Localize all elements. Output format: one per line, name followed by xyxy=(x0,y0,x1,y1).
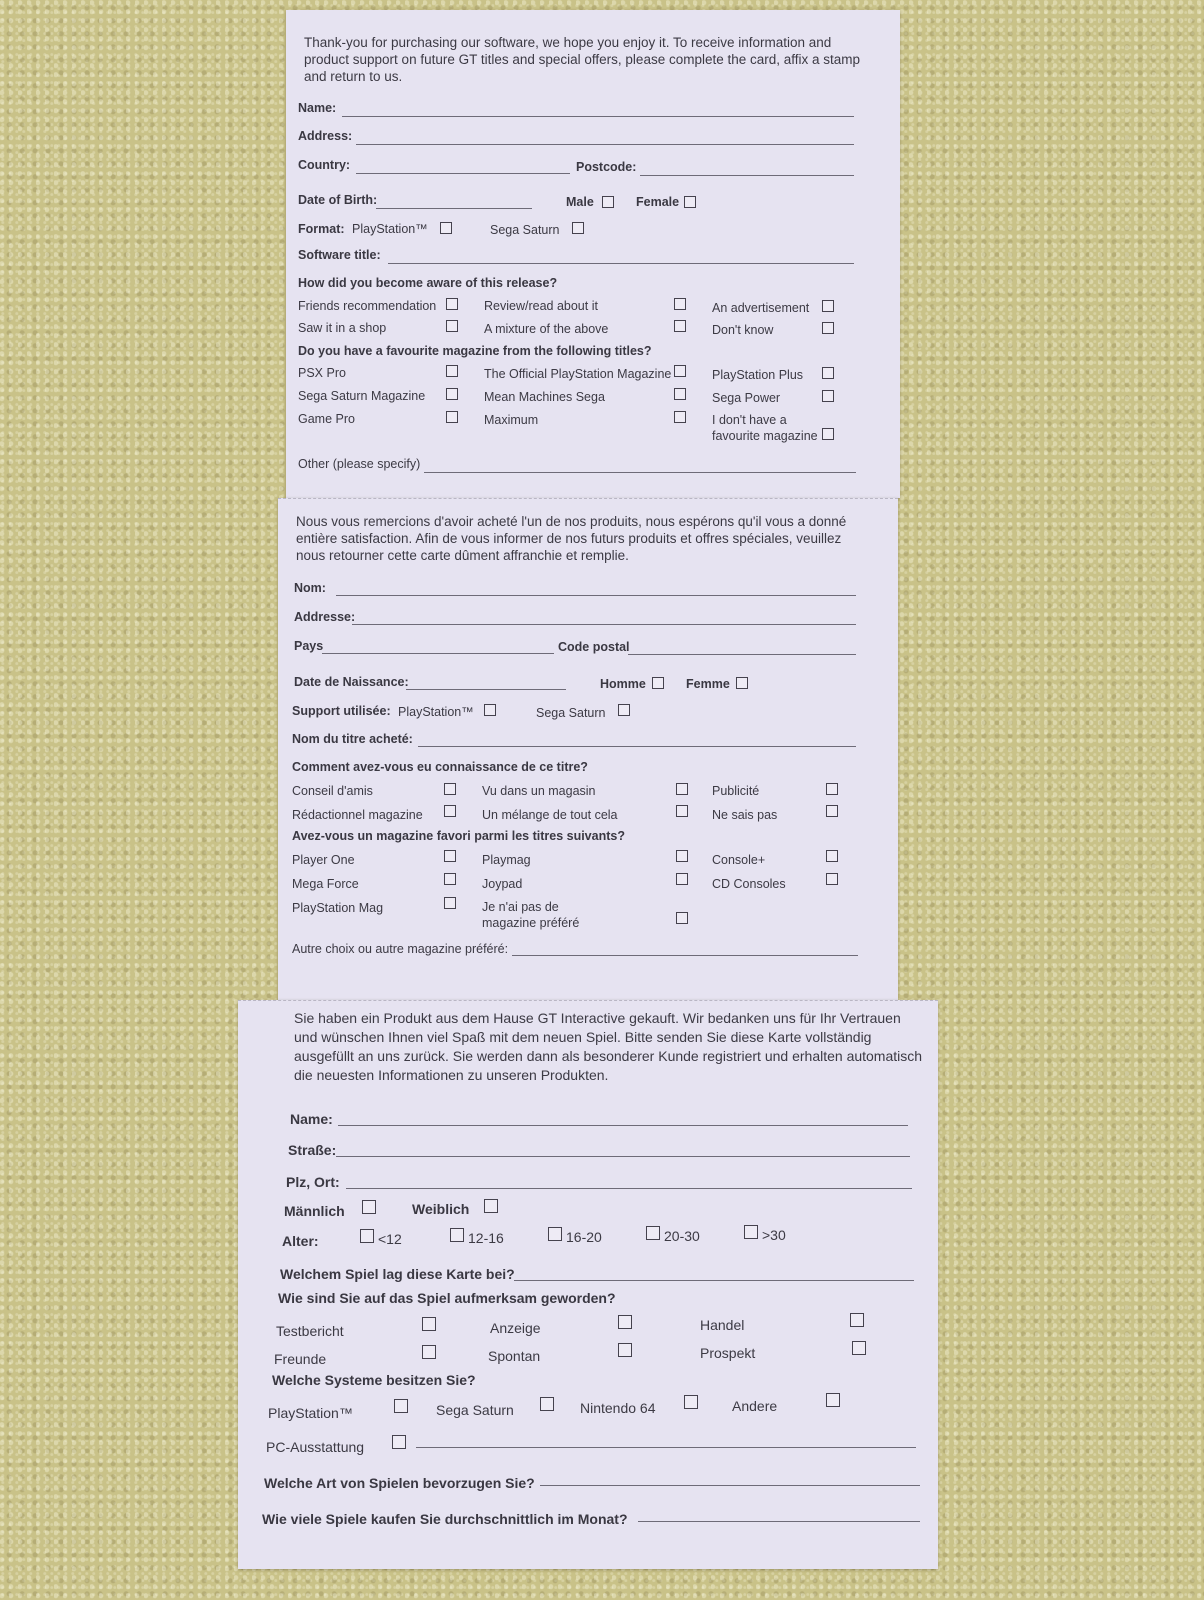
format-saturn-label: Sega Saturn xyxy=(490,223,560,237)
address-line[interactable] xyxy=(356,144,854,145)
age-checkbox[interactable] xyxy=(360,1229,374,1243)
dob-line[interactable] xyxy=(406,689,566,690)
aware-checkbox[interactable] xyxy=(676,783,688,795)
aware-checkbox[interactable] xyxy=(826,805,838,817)
strasse-label: Straße: xyxy=(288,1142,337,1158)
magazine-option: Maximum xyxy=(484,413,539,427)
anzahl-question: Wie viele Spiele kaufen Sie durchschnittlich im Monat? xyxy=(262,1511,628,1527)
no-magazine-label: magazine préféré xyxy=(482,916,580,930)
magazine-option: Mega Force xyxy=(292,877,359,891)
address-label: Address: xyxy=(298,129,353,143)
support-saturn-label: Sega Saturn xyxy=(536,706,606,720)
maennlich-label: Männlich xyxy=(284,1203,345,1219)
aware-option: Review/read about it xyxy=(484,299,598,313)
postcode-line[interactable] xyxy=(640,175,854,176)
plz-label: Plz, Ort: xyxy=(286,1174,340,1190)
system-checkbox[interactable] xyxy=(826,1393,840,1407)
pc-line[interactable] xyxy=(416,1447,916,1448)
age-checkbox[interactable] xyxy=(744,1225,758,1239)
dob-label: Date of Birth: xyxy=(298,193,378,207)
magazine-checkbox[interactable] xyxy=(444,850,456,862)
system-checkbox[interactable] xyxy=(394,1399,408,1413)
male-label: Male xyxy=(566,195,594,209)
magazine-option: PlayStation Mag xyxy=(292,901,384,915)
pc-label: PC-Ausstattung xyxy=(266,1439,365,1455)
anzahl-line[interactable] xyxy=(638,1521,920,1522)
aware-option: An advertisement xyxy=(712,301,810,315)
homme-checkbox[interactable] xyxy=(652,677,664,689)
male-checkbox[interactable] xyxy=(602,196,614,208)
systeme-question: Welche Systeme besitzen Sie? xyxy=(272,1372,476,1388)
aware-option: Don't know xyxy=(712,323,774,337)
aware-checkbox[interactable] xyxy=(676,805,688,817)
aware-option: A mixture of the above xyxy=(484,322,609,336)
magazine-option: Joypad xyxy=(482,877,523,891)
magazine-option: Game Pro xyxy=(298,412,355,426)
support-label: Support utilisée: xyxy=(292,704,391,718)
aware-checkbox[interactable] xyxy=(674,320,686,332)
femme-checkbox[interactable] xyxy=(736,677,748,689)
pc-checkbox[interactable] xyxy=(392,1435,406,1449)
magazine-checkbox[interactable] xyxy=(674,388,686,400)
other-line[interactable] xyxy=(512,955,858,956)
magazine-checkbox[interactable] xyxy=(674,411,686,423)
welchem-line[interactable] xyxy=(514,1280,914,1281)
aware-option: Conseil d'amis xyxy=(292,784,373,798)
female-label: Female xyxy=(636,195,680,209)
aware-question: How did you become aware of this release? xyxy=(298,276,558,290)
magazine-checkbox[interactable] xyxy=(676,873,688,885)
aware-option: Saw it in a shop xyxy=(298,321,387,335)
magazine-option: Playmag xyxy=(482,853,531,867)
magazine-option: Mean Machines Sega xyxy=(484,390,605,404)
femme-label: Femme xyxy=(686,677,730,691)
no-magazine-label: Je n'ai pas de xyxy=(482,900,559,914)
aware-checkbox[interactable] xyxy=(822,322,834,334)
magazine-checkbox[interactable] xyxy=(674,365,686,377)
system-checkbox[interactable] xyxy=(684,1395,698,1409)
system-option: Sega Saturn xyxy=(436,1402,514,1418)
titre-line[interactable] xyxy=(418,746,856,747)
magazine-option: Console+ xyxy=(712,853,766,867)
name-line[interactable] xyxy=(342,116,854,117)
magazine-question: Do you have a favourite magazine from the following titles? xyxy=(298,344,652,358)
code-postal-line[interactable] xyxy=(628,654,856,655)
magazine-option: PlayStation Plus xyxy=(712,368,804,382)
plz-line[interactable] xyxy=(346,1188,912,1189)
female-checkbox[interactable] xyxy=(684,196,696,208)
aware-checkbox[interactable] xyxy=(826,783,838,795)
system-checkbox[interactable] xyxy=(540,1397,554,1411)
aware-checkbox[interactable] xyxy=(618,1343,632,1357)
aware-checkbox[interactable] xyxy=(444,805,456,817)
french-form-panel xyxy=(278,498,898,1001)
french-intro-text: Nous vous remercions d'avoir acheté l'un de nos produits, nous espérons qu'il vous a donné entière satisfaction. Afin de vous informer de nos futurs produits et offres spéciales, veuillez nous retourner cette carte dûment affranchie et remplie. xyxy=(296,514,847,563)
other-line[interactable] xyxy=(424,472,856,473)
english-form-panel xyxy=(286,10,900,498)
german-form-panel xyxy=(238,1000,938,1569)
nom-line[interactable] xyxy=(336,595,856,596)
maennlich-checkbox[interactable] xyxy=(362,1200,376,1214)
magazine-checkbox[interactable] xyxy=(446,365,458,377)
magazine-option: Sega Power xyxy=(712,391,781,405)
aware-question: Wie sind Sie auf das Spiel aufmerksam geworden? xyxy=(278,1290,616,1306)
magazine-checkbox[interactable] xyxy=(676,850,688,862)
art-line[interactable] xyxy=(540,1485,920,1486)
aware-option: Prospekt xyxy=(700,1345,756,1361)
name-label: Name: xyxy=(290,1111,333,1127)
magazine-question: Avez-vous un magazine favori parmi les titres suivants? xyxy=(292,829,625,843)
name-label: Name: xyxy=(298,101,337,115)
aware-option: Spontan xyxy=(488,1348,541,1364)
format-playstation-label: PlayStation™ xyxy=(352,222,428,236)
other-label: Other (please specify) xyxy=(298,457,421,471)
aware-checkbox[interactable] xyxy=(674,298,686,310)
magazine-checkbox[interactable] xyxy=(446,388,458,400)
other-label: Autre choix ou autre magazine préféré: xyxy=(292,942,509,956)
aware-option: Testbericht xyxy=(276,1323,344,1339)
aware-option: Rédactionnel magazine xyxy=(292,808,423,822)
aware-checkbox[interactable] xyxy=(422,1345,436,1359)
homme-label: Homme xyxy=(600,677,646,691)
address-label: Addresse: xyxy=(294,610,356,624)
aware-checkbox[interactable] xyxy=(852,1341,866,1355)
software-title-line[interactable] xyxy=(388,263,854,264)
magazine-option: Sega Saturn Magazine xyxy=(298,389,426,403)
magazine-checkbox[interactable] xyxy=(822,367,834,379)
alter-label: Alter: xyxy=(282,1233,319,1249)
magazine-checkbox[interactable] xyxy=(826,850,838,862)
postcode-label: Postcode: xyxy=(576,160,637,174)
pays-line[interactable] xyxy=(322,653,554,654)
no-magazine-label: I don't have a xyxy=(712,413,787,427)
aware-option: Un mélange de tout cela xyxy=(482,808,618,822)
name-line[interactable] xyxy=(338,1125,908,1126)
age-option: 12-16 xyxy=(468,1230,504,1246)
art-question: Welche Art von Spielen bevorzugen Sie? xyxy=(264,1475,535,1491)
aware-checkbox[interactable] xyxy=(422,1317,436,1331)
magazine-option: CD Consoles xyxy=(712,877,786,891)
support-playstation-label: PlayStation™ xyxy=(398,705,474,719)
system-option: PlayStation™ xyxy=(268,1405,353,1421)
aware-checkbox[interactable] xyxy=(444,783,456,795)
magazine-checkbox[interactable] xyxy=(822,390,834,402)
magazine-checkbox[interactable] xyxy=(446,411,458,423)
age-checkbox[interactable] xyxy=(646,1226,660,1240)
aware-option: Handel xyxy=(700,1317,745,1333)
aware-checkbox[interactable] xyxy=(850,1313,864,1327)
nom-label: Nom: xyxy=(294,581,326,595)
magazine-checkbox[interactable] xyxy=(444,897,456,909)
support-playstation-checkbox[interactable] xyxy=(484,704,496,716)
format-label: Format: xyxy=(298,222,345,236)
aware-checkbox[interactable] xyxy=(446,298,458,310)
magazine-option: The Official PlayStation Magazine xyxy=(484,367,672,381)
format-saturn-checkbox[interactable] xyxy=(572,222,584,234)
pays-label: Pays xyxy=(294,639,324,653)
dob-label: Date de Naissance: xyxy=(294,675,409,689)
aware-checkbox[interactable] xyxy=(446,320,458,332)
address-line[interactable] xyxy=(352,624,856,625)
aware-option: Friends recommendation xyxy=(298,299,437,313)
german-intro-text: Sie haben ein Produkt aus dem Hause GT Interactive gekauft. Wir bedanken uns für Ihr Vertrauen und wünschen Ihnen viel Spaß mit dem neuen Spiel. Bitte senden Sie diese Karte vollständig ausgefüllt an uns zurück. Sie werden dann als besonderer Kunde registriert und erhalten automatisch die neuesten Informationen zu unseren Produkten. xyxy=(294,1010,923,1083)
age-checkbox[interactable] xyxy=(450,1228,464,1242)
magazine-option: PSX Pro xyxy=(298,366,346,380)
welchem-question: Welchem Spiel lag diese Karte bei? xyxy=(280,1266,515,1282)
no-magazine-label: favourite magazine xyxy=(712,429,818,443)
magazine-checkbox[interactable] xyxy=(444,873,456,885)
age-option: 16-20 xyxy=(566,1229,602,1245)
titre-label: Nom du titre acheté: xyxy=(292,732,413,746)
magazine-option: Player One xyxy=(292,853,355,867)
software-title-label: Software title: xyxy=(298,248,381,262)
country-line[interactable] xyxy=(356,173,570,174)
aware-checkbox[interactable] xyxy=(618,1315,632,1329)
system-option: Nintendo 64 xyxy=(580,1400,656,1416)
aware-option: Publicité xyxy=(712,784,760,798)
aware-question: Comment avez-vous eu connaissance de ce titre? xyxy=(292,760,588,774)
magazine-checkbox[interactable] xyxy=(826,873,838,885)
aware-option: Freunde xyxy=(274,1351,327,1367)
format-playstation-checkbox[interactable] xyxy=(440,222,452,234)
age-checkbox[interactable] xyxy=(548,1227,562,1241)
country-label: Country: xyxy=(298,158,351,172)
weiblich-label: Weiblich xyxy=(412,1201,470,1217)
age-option: >30 xyxy=(762,1227,786,1243)
aware-option: Anzeige xyxy=(490,1320,541,1336)
support-saturn-checkbox[interactable] xyxy=(618,704,630,716)
age-option: 20-30 xyxy=(664,1228,700,1244)
code-postal-label: Code postal xyxy=(558,640,630,654)
aware-option: Ne sais pas xyxy=(712,808,778,822)
no-magazine-checkbox[interactable] xyxy=(822,428,834,440)
strasse-line[interactable] xyxy=(336,1156,910,1157)
system-option: Andere xyxy=(732,1398,778,1414)
aware-option: Vu dans un magasin xyxy=(482,784,596,798)
age-option: <12 xyxy=(378,1231,402,1247)
weiblich-checkbox[interactable] xyxy=(484,1199,498,1213)
dob-line[interactable] xyxy=(376,208,532,209)
english-intro-text: Thank-you for purchasing our software, we hope you enjoy it. To receive information and product support on future GT titles and special offers, please complete the card, affix a stamp and return to us. xyxy=(304,35,861,84)
aware-checkbox[interactable] xyxy=(822,300,834,312)
no-magazine-checkbox[interactable] xyxy=(676,912,688,924)
